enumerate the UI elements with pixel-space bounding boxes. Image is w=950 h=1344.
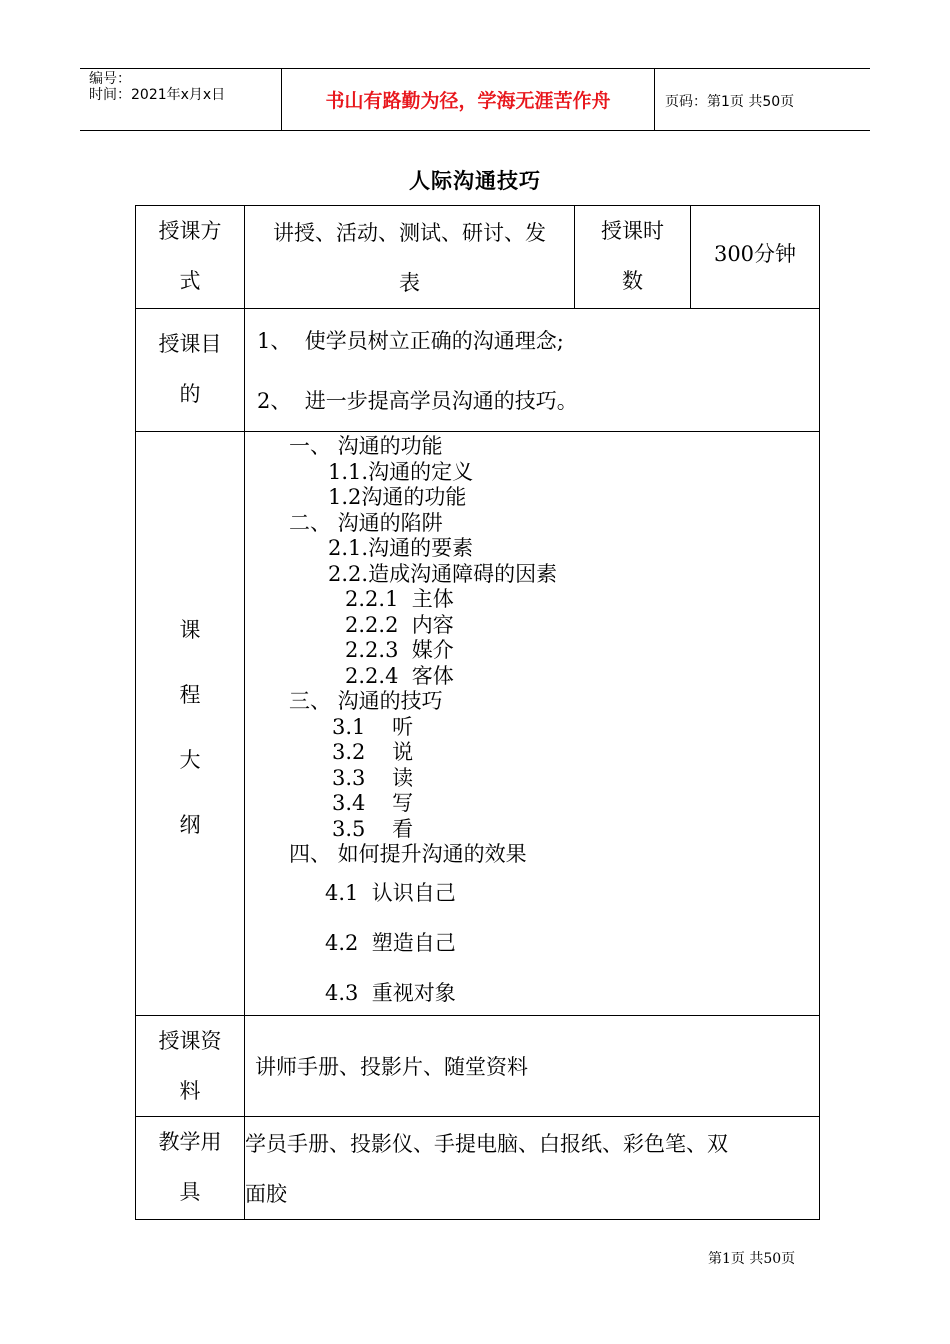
goal-item: 1、 使学员树立正确的沟通理念; — [257, 329, 564, 353]
materials-label: 授课资 料 — [136, 1016, 245, 1117]
outline-item: 4.2 塑造自己 — [325, 931, 456, 955]
outline-heading: 三、 沟通的技巧 — [289, 689, 443, 713]
outline-subitem: 2.2.3 媒介 — [345, 638, 454, 662]
course-table — [135, 205, 820, 1220]
outline-label: 课 程 大 纲 — [136, 432, 245, 1016]
number-label: 编号： — [89, 71, 131, 87]
outline-subitem: 2.2.4 客体 — [345, 664, 454, 688]
outline-subitem: 2.2.1 主体 — [345, 587, 454, 611]
outline-item: 2.2.造成沟通障碍的因素 — [328, 562, 558, 586]
outline-item: 2.1.沟通的要素 — [328, 536, 474, 560]
outline-subitem: 2.2.2 内容 — [345, 613, 454, 637]
outline-item: 1.1.沟通的定义 — [328, 460, 474, 484]
table-row — [136, 1117, 820, 1220]
outline-heading: 四、 如何提升沟通的效果 — [289, 842, 527, 866]
outline-item: 3.1 听 — [332, 715, 414, 739]
table-row — [136, 1016, 820, 1117]
time-label: 时间：2021年x月x日 — [89, 87, 226, 103]
method-value: 讲授、活动、测试、研讨、发 表 — [245, 206, 575, 309]
header-meta — [89, 71, 225, 103]
page-header — [80, 68, 870, 131]
document-title: 人际沟通技巧 — [409, 168, 541, 193]
materials-value: 讲师手册、投影片、随堂资料 — [245, 1016, 820, 1117]
tools-label: 教学用 具 — [136, 1117, 245, 1220]
outline-heading: 二、 沟通的陷阱 — [289, 511, 443, 535]
outline-item: 3.5 看 — [332, 817, 414, 841]
page-footer: 第1页 共50页 — [708, 1251, 796, 1267]
goal-item: 2、 进一步提高学员沟通的技巧。 — [257, 389, 578, 413]
goal-list — [245, 309, 820, 432]
outline-item: 3.3 读 — [332, 766, 414, 790]
outline-item: 3.4 写 — [332, 791, 414, 815]
goal-label: 授课目 的 — [136, 309, 245, 432]
outline-item: 4.3 重视对象 — [325, 981, 456, 1005]
header-divider — [654, 69, 655, 130]
outline-heading: 一、 沟通的功能 — [289, 434, 443, 458]
method-label: 授课方 式 — [136, 206, 245, 309]
outline-content — [245, 432, 820, 1016]
outline-item: 1.2沟通的功能 — [328, 485, 467, 509]
tools-value: 学员手册、投影仪、手提电脑、白报纸、彩色笔、双 面胶 — [245, 1117, 820, 1220]
table-row — [136, 309, 820, 432]
duration-label: 授课时 数 — [575, 206, 691, 309]
outline-item: 3.2 说 — [332, 740, 414, 764]
header-page-info: 页码：第1页 共50页 — [665, 94, 795, 110]
table-row — [136, 432, 820, 1016]
table-row — [136, 206, 820, 309]
duration-value: 300分钟 — [691, 206, 820, 309]
header-motto: 书山有路勤为径，学海无涯苦作舟 — [325, 90, 611, 112]
outline-item: 4.1 认识自己 — [325, 881, 456, 905]
